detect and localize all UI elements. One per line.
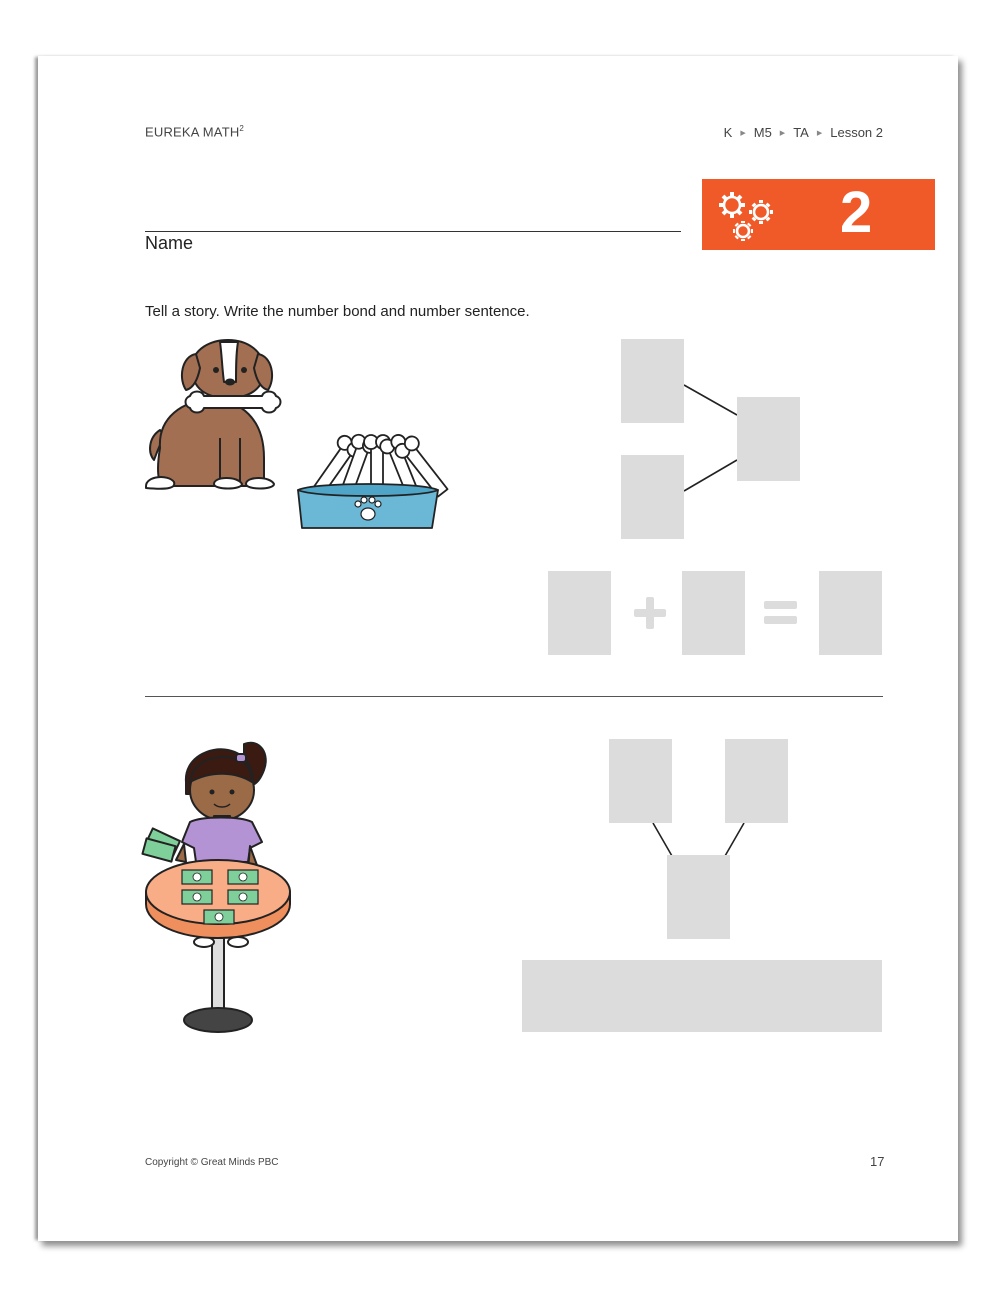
page-number: 17 xyxy=(870,1154,885,1169)
sentence-addend-box[interactable] xyxy=(682,571,745,655)
bond-whole-box[interactable] xyxy=(667,855,730,939)
name-label: Name xyxy=(145,233,194,253)
plus-sign-icon xyxy=(634,597,666,629)
breadcrumb-grade: K xyxy=(723,125,733,140)
copyright: Copyright © Great Minds PBC xyxy=(145,1157,279,1168)
bond-part-box[interactable] xyxy=(609,739,672,823)
breadcrumb-module: M5 xyxy=(753,125,772,140)
bond-part-box[interactable] xyxy=(621,339,684,423)
breadcrumb-arrow-icon: ▶ xyxy=(779,130,786,137)
brand-title: EUREKA MATH$^2$ xyxy=(145,124,245,140)
equals-sign-icon xyxy=(764,601,797,625)
instructions: Tell a story. Write the number bond and number sentence. xyxy=(145,303,530,320)
breadcrumb-arrow-icon: ▶ xyxy=(740,130,746,137)
bond-part-box[interactable] xyxy=(621,455,684,539)
sentence-sum-box[interactable] xyxy=(819,571,882,655)
breadcrumb-lesson: Lesson 2 xyxy=(830,125,883,140)
number-sentence-answer-box[interactable] xyxy=(522,960,882,1032)
bond-whole-box[interactable] xyxy=(737,397,800,481)
section-divider xyxy=(145,696,883,697)
girl-with-money-illustration xyxy=(140,738,300,1038)
lesson-number: 2 xyxy=(840,180,873,245)
breadcrumb-topic: TA xyxy=(793,125,809,140)
sentence-addend-box[interactable] xyxy=(548,571,611,655)
bond-part-box[interactable] xyxy=(725,739,788,823)
breadcrumb-arrow-icon: ▶ xyxy=(816,130,823,137)
